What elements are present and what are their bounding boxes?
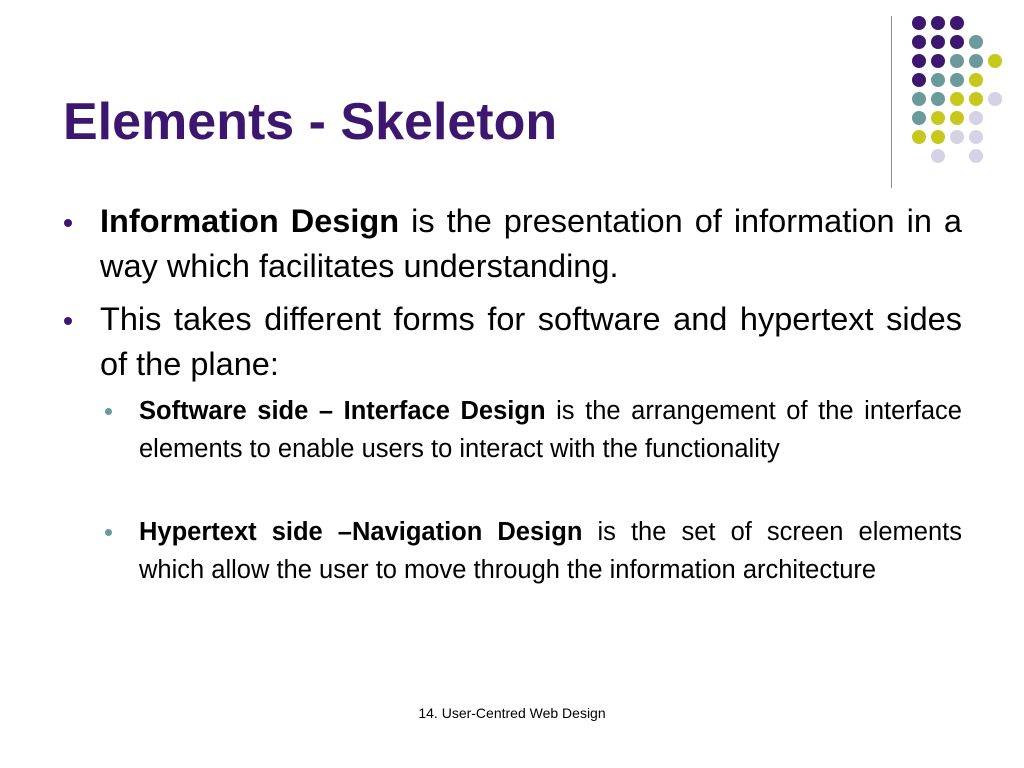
bullet-marker: [64, 219, 72, 227]
decorative-dot: [912, 35, 926, 49]
bullet-marker: [64, 317, 72, 325]
decorative-dot: [912, 73, 926, 87]
decorative-dot: [950, 16, 964, 30]
bullet-term: Information Design: [100, 203, 400, 239]
decorative-dot: [969, 54, 983, 68]
decorative-dot-grid: [0, 0, 1024, 200]
decorative-dot: [969, 35, 983, 49]
decorative-dot: [912, 16, 926, 30]
decorative-dot: [912, 92, 926, 106]
sub-bullet-text: is the arrangement of the interface elements to enable users to interact with the functionality: [139, 397, 962, 463]
bullet-text: This takes different forms for software and hypertext sides of the plane:: [100, 301, 962, 382]
decorative-dot: [912, 130, 926, 144]
sub-bullet-marker: [105, 408, 112, 415]
decorative-dot: [969, 149, 983, 163]
decorative-dot: [931, 92, 945, 106]
decorative-dot: [912, 111, 926, 125]
slide-title: Elements - Skeleton: [63, 93, 558, 151]
decorative-dot: [969, 111, 983, 125]
bullet-text: is the presentation of information in a way which facilitates understanding.: [100, 203, 962, 284]
sub-bullet-text: is the set of screen elements which allow the user to move through the information architecture: [139, 518, 962, 584]
decorative-dot: [931, 73, 945, 87]
decorative-dot: [931, 54, 945, 68]
decorative-dot: [969, 130, 983, 144]
bullet-item-information-design: [100, 199, 962, 289]
sub-bullet-marker: [105, 529, 112, 536]
decorative-dot: [988, 92, 1002, 106]
decorative-dot: [931, 130, 945, 144]
slide-footer: 14. User-Centred Web Design: [418, 705, 606, 721]
decorative-dot: [950, 54, 964, 68]
decorative-dot: [988, 54, 1002, 68]
decorative-dot: [931, 35, 945, 49]
sub-bullet-item-interface-design: [139, 392, 962, 468]
sub-bullet-item-navigation-design: [139, 513, 962, 589]
bullet-item-software-hypertext: [100, 297, 962, 387]
decorative-dot: [950, 111, 964, 125]
sub-bullet-term: Software side – Interface Design: [139, 397, 546, 425]
decorative-dot: [931, 111, 945, 125]
decorative-dot: [950, 35, 964, 49]
sub-bullet-term: Hypertext side –Navigation Design: [139, 518, 583, 546]
decorative-dot: [950, 130, 964, 144]
decorative-dot: [969, 73, 983, 87]
decorative-dot: [931, 149, 945, 163]
decorative-dot: [950, 92, 964, 106]
decorative-dot: [950, 73, 964, 87]
decorative-dot: [969, 92, 983, 106]
decorative-dot: [912, 54, 926, 68]
decorative-dot: [931, 16, 945, 30]
